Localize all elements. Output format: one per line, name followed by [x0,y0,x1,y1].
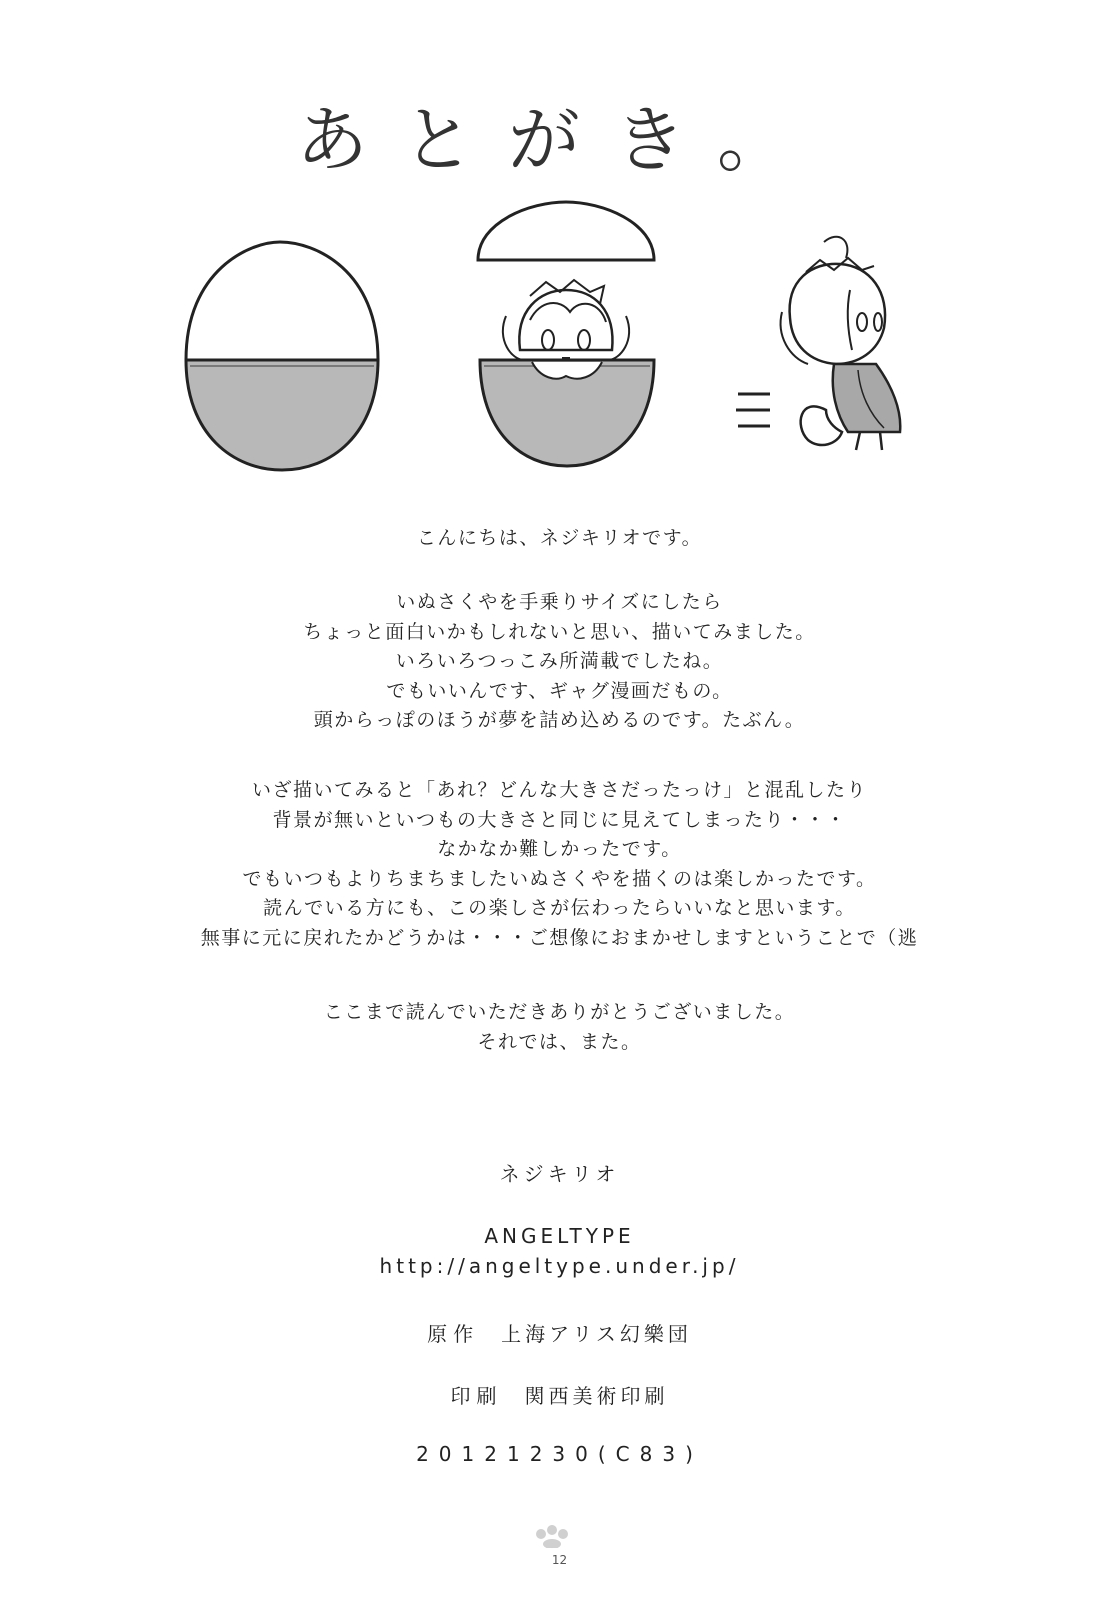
original-value: 上海アリス幻樂団 [501,1322,692,1346]
text-line: ここまで読んでいただきありがとうございました。 [323,1001,796,1023]
circle-url: http://angeltype.under.jp/ [379,1254,740,1278]
author-name: ネジキリオ [499,1162,620,1186]
closing-paragraph [0,998,1119,1057]
text-line: でもいつもよりちまちましたいぬさくやを描くのは楽しかったです。 [242,867,877,890]
text-line: いろいろつっこみ所満載でしたね。 [395,650,724,672]
reflection-paragraph [0,776,1119,953]
original-label: 原作 [427,1322,480,1346]
page-title: あとがき。 [295,98,824,182]
text-line: なかなか難しかったです。 [437,838,682,860]
text-line: いざ描いてみると「あれ？どんな大きさだったっけ」と混乱したり [251,779,867,801]
text-line: それでは、また。 [477,1030,642,1053]
original-work-line [0,1318,1119,1347]
open-capsule-icon [478,202,654,466]
text-line: 無事に元に戻れたかどうかは・・・ご想像におまかせしますということで（逃 [200,926,919,949]
print-value: 関西美術印刷 [524,1384,669,1408]
text-line: こんにちは、ネジキリオです。 [416,527,703,549]
text-line: 背景が無いといつもの大きさと同じに見えてしまったり・・・ [272,808,847,831]
page-number: 12 [551,1553,568,1567]
running-character-icon [736,237,900,450]
closed-capsule-icon [186,242,378,470]
print-label: 印刷 [450,1384,503,1408]
printer-line [0,1380,1119,1409]
text-line: でもいいんです、ギャグ漫画だもの。 [386,679,733,702]
text-line: ちょっと面白いかもしれないと思い、描いてみました。 [303,620,816,643]
text-line: 読んでいる方にも、この楽しさが伝わったらいいなと思います。 [263,897,856,919]
publication-date: 20121230(C83) [416,1442,703,1466]
text-line: 頭からっぽのほうが夢を詰め込めるのです。たぶん。 [313,709,806,731]
text-line: いぬさくやを手乗りサイズにしたら [396,591,723,613]
paw-print-icon [0,1522,1119,1548]
circle-name: ANGELTYPE [484,1224,635,1248]
greeting-paragraph [0,524,1119,554]
intro-paragraph [0,588,1119,736]
capsule-illustration [0,200,1119,500]
